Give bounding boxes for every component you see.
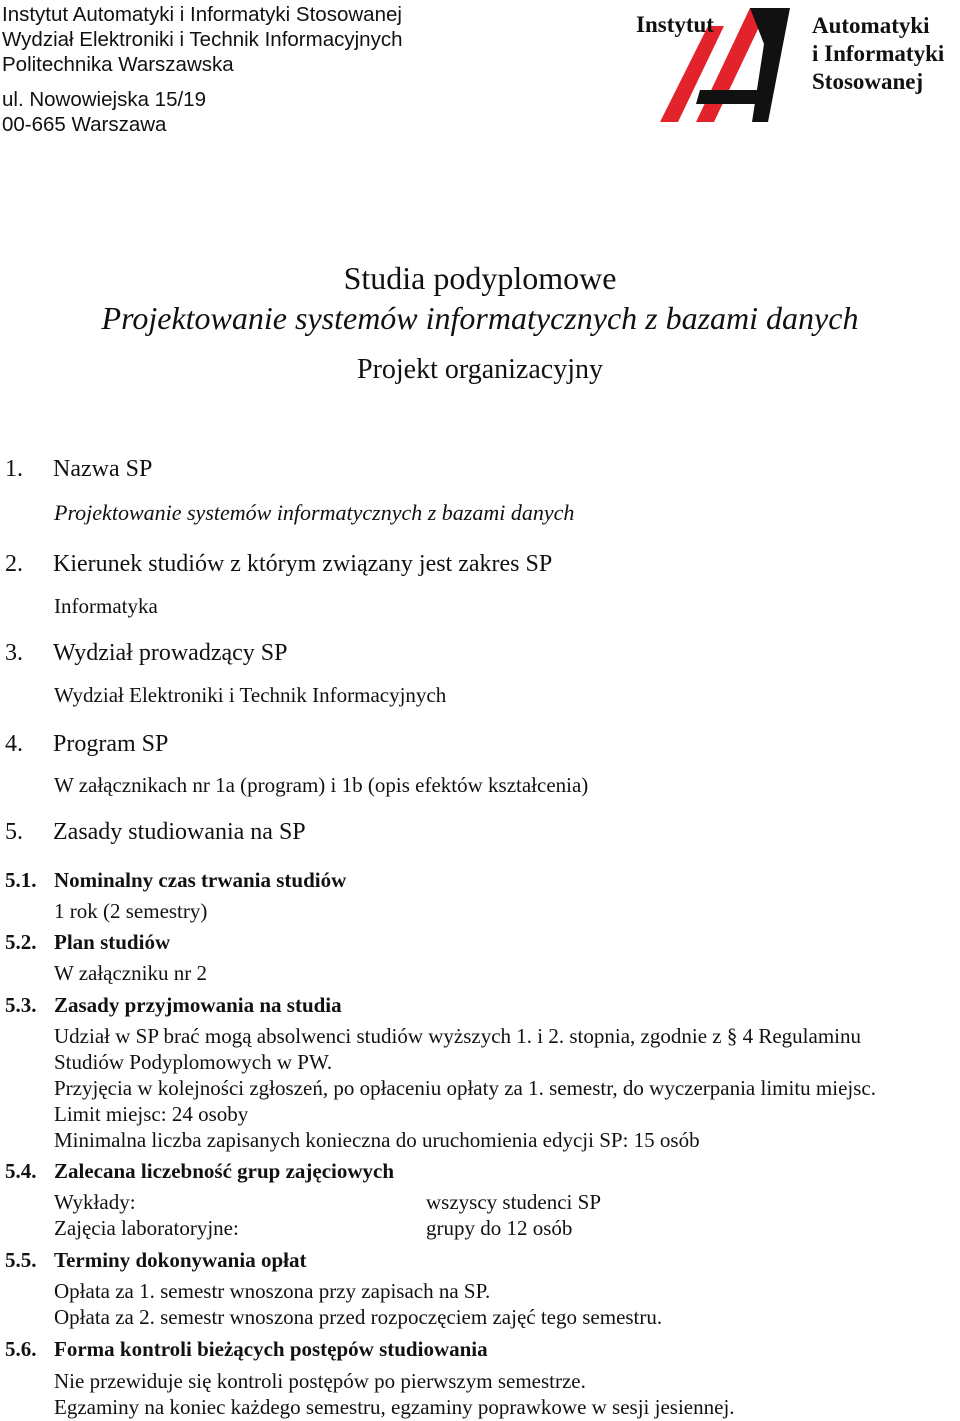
group-value-labs: grupy do 12 osób bbox=[426, 1216, 573, 1240]
group-label-labs: Zajęcia laboratoryjne: bbox=[54, 1216, 239, 1240]
logo-text-right bbox=[812, 12, 944, 96]
section-4-value: W załącznikach nr 1a (program) i 1b (opis efektów kształcenia) bbox=[54, 773, 589, 797]
group-value-lectures: wszyscy studenci SP bbox=[426, 1190, 601, 1214]
subsection-5-3-heading: 5.3. Zasady przyjmowania na studia bbox=[5, 993, 342, 1017]
subsection-5-5-heading: 5.5. Terminy dokonywania opłat bbox=[5, 1248, 307, 1272]
subsection-5-5-body: Opłata za 1. semestr wnoszona przy zapisach na SP. Opłata za 2. semestr wnoszona przed rozpoczęciem zajęć tego semestru. bbox=[54, 1279, 663, 1329]
subsection-5-1-heading: 5.1. Nominalny czas trwania studiów bbox=[5, 868, 347, 892]
document-title: Studia podyplomowe bbox=[343, 260, 617, 296]
section-3-value: Wydział Elektroniki i Technik Informacyjnych bbox=[54, 683, 447, 707]
subsection-5-1-body: 1 rok (2 semestry) bbox=[54, 899, 208, 923]
logo-line-1: Automatyki bbox=[812, 13, 930, 38]
section-2-heading: 2. Kierunek studiów z którym związany jest zakres SP bbox=[5, 551, 553, 577]
street-address: ul. Nowowiejska 15/19 bbox=[2, 88, 206, 111]
group-label-lectures: Wykłady: bbox=[54, 1190, 136, 1214]
university-name: Politechnika Warszawska bbox=[2, 53, 234, 76]
institution-address bbox=[2, 2, 402, 137]
program-name: Projektowanie systemów informatycznych z bazami danych bbox=[101, 300, 859, 336]
institution-name: Instytut Automatyki i Informatyki Stosowanej bbox=[2, 3, 402, 26]
subsection-5-2-heading: 5.2. Plan studiów bbox=[5, 930, 171, 954]
document-type: Projekt organizacyjny bbox=[357, 354, 603, 385]
faculty-name: Wydział Elektroniki i Technik Informacyjnych bbox=[2, 28, 403, 51]
section-2-value: Informatyka bbox=[54, 594, 158, 618]
logo-text-instytut: Instytut bbox=[636, 12, 714, 37]
postal-address: 00-665 Warszawa bbox=[2, 113, 167, 136]
section-1-value: Projektowanie systemów informatycznych z bazami danych bbox=[54, 500, 575, 525]
section-1-heading: 1. Nazwa SP bbox=[5, 456, 153, 482]
logo-line-3: Stosowanej bbox=[812, 69, 924, 94]
institute-logo bbox=[636, 4, 960, 124]
subsection-5-6-body: Nie przewiduje się kontroli postępów po pierwszym semestrze. Egzaminy na koniec każdego semestru, egzaminy poprawkowe w sesji jesiennej. bbox=[54, 1369, 735, 1419]
logo-line-2: i Informatyki bbox=[812, 41, 945, 66]
subsection-5-6-heading: 5.6. Forma kontroli bieżących postępów studiowania bbox=[5, 1337, 488, 1361]
section-5-heading: 5. Zasady studiowania na SP bbox=[5, 819, 306, 845]
subsection-5-2-body: W załączniku nr 2 bbox=[54, 961, 207, 985]
section-4-heading: 4. Program SP bbox=[5, 731, 169, 757]
subsection-5-3-body: Udział w SP brać mogą absolwenci studiów wyższych 1. i 2. stopnia, zgodnie z § 4 Regulaminu Studiów Podyplomowych w PW. Przyjęcia w kolejności zgłoszeń, po opłaceniu opłaty za 1. semestr, do wyczerpania limitu miejsc. Limit miejsc: 24 osoby Minimalna liczba zapisanych konieczna do uruchomienia edycji SP: 15 osób bbox=[54, 1024, 876, 1152]
subsection-5-4-heading: 5.4. Zalecana liczebność grup zajęciowych bbox=[5, 1159, 395, 1183]
section-3-heading: 3. Wydział prowadzący SP bbox=[5, 640, 288, 666]
